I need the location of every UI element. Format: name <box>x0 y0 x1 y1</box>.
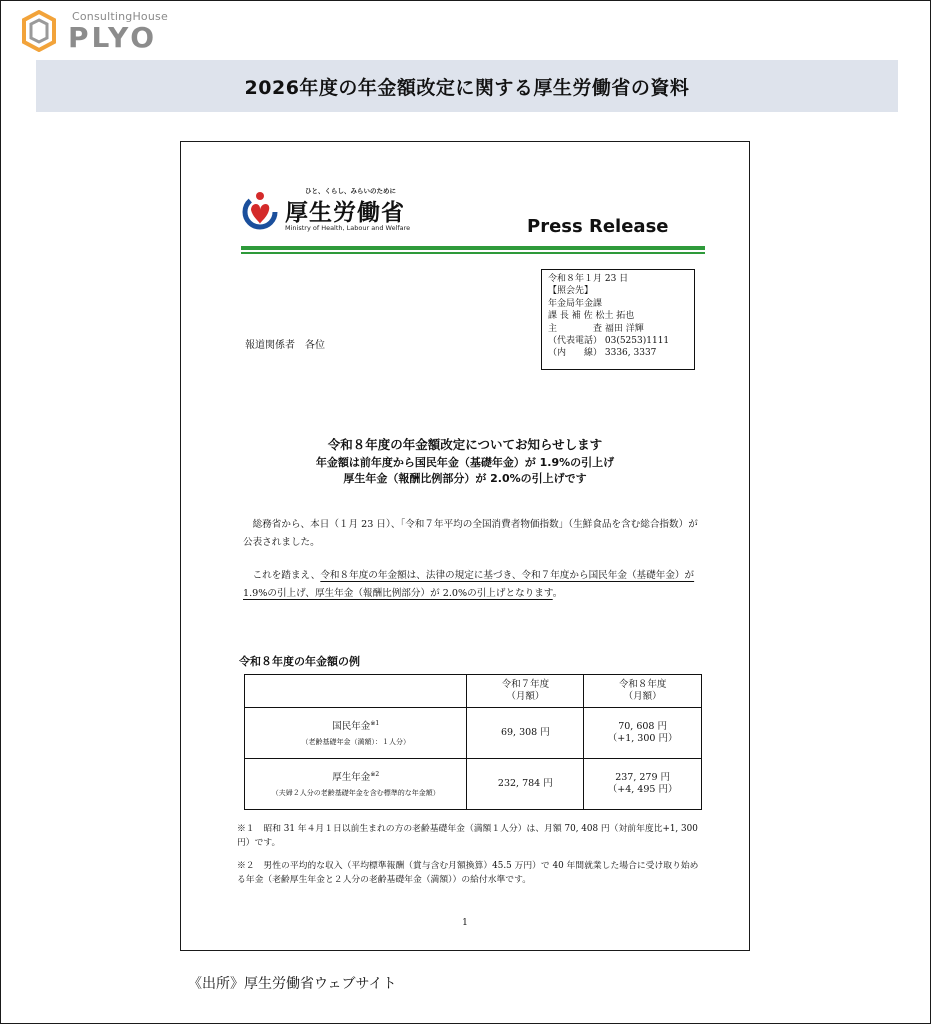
paragraph-revision <box>243 567 699 602</box>
row-label-national-pension <box>245 708 467 759</box>
row-label-employee-pension <box>245 759 467 810</box>
page-title: 2026年度の年金額改定に関する厚生労働省の資料 <box>244 76 690 99</box>
contact-box <box>541 269 695 370</box>
press-release-document <box>180 141 750 951</box>
ministry-english-name: Ministry of Health, Labour and Welfare <box>285 224 411 232</box>
footnote-1 <box>237 823 703 850</box>
ministry-name: 厚生労働省 <box>285 200 405 226</box>
table-header-blank <box>245 675 467 708</box>
headline: 令和８年度の年金額改定についてお知らせします <box>327 437 603 452</box>
hexagon-logo-icon <box>22 10 56 52</box>
brand-name: PLYO <box>68 21 158 54</box>
table-header-fy7 <box>467 675 584 708</box>
ministry-tagline: ひと、くらし、みらいのために <box>305 187 396 195</box>
contact-chief: 課 長 補 佐 松土 拓也 <box>548 311 635 322</box>
footnote-2-text: 男性の平均的な収入（平均標準報酬（賞与含む月額換算）45.5 万円）で 40 年間就業した場合に受け取り始める年金（老齢厚生年金と２人分の老齢基礎年金（満額））の給付水準です。 <box>237 861 699 885</box>
paragraph-revision-underlined: 令和８年度の年金額は、法律の規定に基づき、令和７年度から国民年金（基礎年金）が 1.9%の引上げ、厚生年金（報酬比例部分）が 2.0%の引上げとなります <box>243 570 695 599</box>
paragraph-revision-lead: これを踏まえ、 <box>252 570 321 581</box>
header-divider <box>241 246 705 250</box>
row-label-text: 国民年金 <box>332 721 371 733</box>
footnote-1-text: 昭和 31 年４月１日以前生まれの方の老齢基礎年金（満額１人分）は、月額 70, 408 円（対前年度比+1, 300 円）です。 <box>237 824 698 848</box>
brand-subtitle: ConsultingHouse <box>72 10 168 23</box>
contact-extension: （内 線） 3336, 3337 <box>548 348 657 359</box>
contact-department: 年金局年金課 <box>548 298 603 309</box>
paragraph-revision-tail: 。 <box>552 587 563 599</box>
footnote-2-mark: ※２ <box>237 861 255 871</box>
paragraph-cpi-text: 総務省から、本日（１月 23 日）、「令和７年平均の全国消費者物価指数」（生鮮食品を含む総合指数）が公表されました。 <box>243 519 698 548</box>
table-row <box>245 708 702 759</box>
release-date: 令和８年１月 23 日 <box>548 274 629 284</box>
row-label-note: （夫婦２人分の老齢基礎年金を含む標準的な年金額） <box>271 788 440 797</box>
table-row <box>245 759 702 810</box>
table-header-fy8-text: 令和８年度 （月額） <box>618 679 667 702</box>
contact-heading: 【照会先】 <box>548 286 594 297</box>
table-header-fy7-text: 令和７年度 （月額） <box>501 679 550 702</box>
footnote-1-mark: ※１ <box>237 824 255 834</box>
header-divider-thin <box>241 252 705 254</box>
cell-fy8-diff: （+4, 495 円） <box>607 784 678 795</box>
cell-fy8-employee <box>584 759 702 810</box>
cell-fy8-national <box>584 708 702 759</box>
pension-table <box>244 674 702 810</box>
table-header-fy8 <box>584 675 702 708</box>
press-release-label: Press Release <box>527 216 669 237</box>
brand-logo <box>22 8 182 56</box>
row-label-text: 厚生年金 <box>332 772 371 784</box>
cell-fy8-value: 70, 608 円 <box>618 720 667 732</box>
paragraph-cpi <box>243 516 699 551</box>
subheadline-basic-pension: 年金額は前年度から国民年金（基礎年金）が 1.9%の引上げ <box>315 456 615 469</box>
contact-officer: 主 査 福田 洋輝 <box>548 323 644 334</box>
footnote-mark: ※1 <box>370 719 380 727</box>
mhlw-logo-icon <box>239 188 279 232</box>
footnote-mark: ※2 <box>370 770 380 778</box>
cell-fy7-employee: 232, 784 円 <box>467 759 584 810</box>
contact-main-phone: （代表電話） 03(5253)1111 <box>548 336 670 347</box>
title-banner <box>36 60 898 112</box>
row-label-note: （老齢基礎年金（満額）：１人分） <box>301 737 410 746</box>
page-number: 1 <box>462 918 468 928</box>
recipients: 報道関係者 各位 <box>245 340 325 351</box>
source-caption: 《出所》厚生労働省ウェブサイト <box>188 976 397 992</box>
cell-fy8-value: 237, 279 円 <box>615 771 671 783</box>
cell-fy7-national: 69, 308 円 <box>467 708 584 759</box>
table-title: 令和８年度の年金額の例 <box>239 655 360 668</box>
footnote-2 <box>237 860 703 887</box>
cell-fy8-diff: （+1, 300 円） <box>607 733 678 744</box>
table-header-row <box>245 675 702 708</box>
subheadline-employee-pension: 厚生年金（報酬比例部分）が 2.0%の引上げです <box>343 472 587 485</box>
